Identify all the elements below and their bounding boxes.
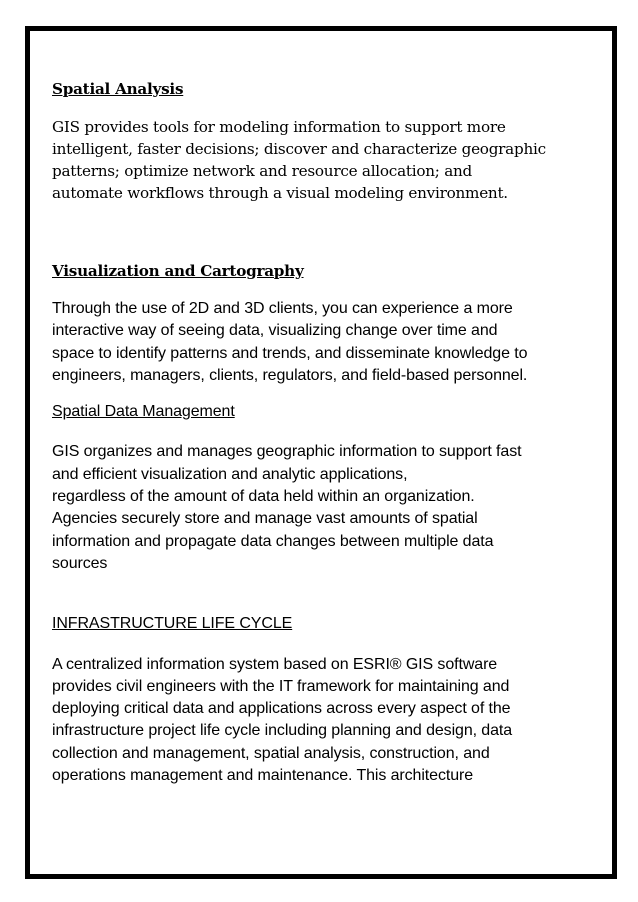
paragraph-line: operations management and maintenance. This architecture: [52, 767, 474, 785]
paragraph-line: GIS provides tools for modeling information to support more: [52, 118, 506, 136]
paragraph-line: interactive way of seeing data, visualizing change over time and: [52, 322, 498, 340]
section-heading: Spatial Analysis: [52, 80, 184, 98]
section-heading: INFRASTRUCTURE LIFE CYCLE: [52, 615, 293, 633]
paragraph-line: provides civil engineers with the IT framework for maintaining and: [52, 677, 510, 695]
paragraph-line: patterns; optimize network and resource allocation; and: [52, 162, 473, 180]
document-body: [52, 78, 546, 787]
paragraph-line: A centralized information system based on ESRI® GIS software: [52, 655, 498, 673]
paragraph-line: information and propagate data changes between multiple data: [52, 532, 494, 550]
section-spatial-data-management: [52, 401, 540, 575]
paragraph-line: sources: [52, 554, 108, 572]
paragraph-line: infrastructure project life cycle including planning and design, data: [52, 722, 513, 740]
paragraph-line: Through the use of 2D and 3D clients, you can experience a more: [52, 300, 513, 317]
section-heading: Visualization and Cartography: [52, 262, 304, 280]
section-paragraph: [52, 654, 540, 788]
paragraph-line: GIS organizes and manages geographic information to support fast: [52, 443, 522, 461]
paragraph-line: deploying critical data and applications across every aspect of the: [52, 700, 511, 718]
section-paragraph: [52, 116, 546, 204]
paragraph-line: engineers, managers, clients, regulators, and field-based personnel.: [52, 366, 528, 384]
section-infrastructure-life-cycle: [52, 613, 540, 787]
section-visualization-cartography: [52, 260, 540, 387]
section-heading: Spatial Data Management: [52, 403, 235, 421]
paragraph-line: space to identify patterns and trends, and disseminate knowledge to: [52, 344, 528, 362]
section-paragraph: [52, 298, 540, 387]
section-paragraph: [52, 441, 540, 575]
paragraph-line: collection and management, spatial analysis, construction, and: [52, 744, 490, 762]
paragraph-line: automate workflows through a visual modeling environment.: [52, 184, 508, 202]
paragraph-line: regardless of the amount of data held within an organization.: [52, 488, 475, 506]
section-spatial-analysis: [52, 78, 546, 204]
paragraph-line: and efficient visualization and analytic applications,: [52, 465, 408, 483]
paragraph-line: intelligent, faster decisions; discover and characterize geographic: [52, 140, 546, 158]
paragraph-line: Agencies securely store and manage vast amounts of spatial: [52, 510, 478, 528]
